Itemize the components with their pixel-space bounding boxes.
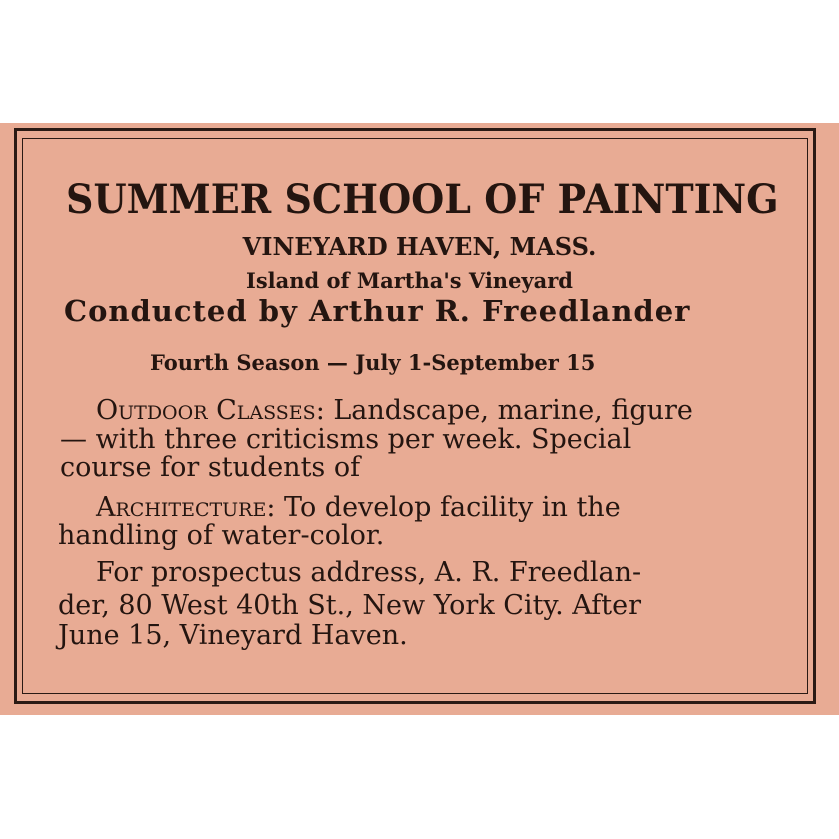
island: Island of Martha's Vineyard xyxy=(246,268,573,293)
line-3: course for students of xyxy=(60,452,361,483)
line-4: Architecture: To develop facility in the xyxy=(96,492,621,523)
line-7: der, 80 West 40th St., New York City. After xyxy=(58,590,642,621)
location: VINEYARD HAVEN, MASS. xyxy=(242,232,597,261)
line-1: Outdoor Classes: Landscape, marine, figure xyxy=(96,395,693,426)
conducted-by: Conducted by Arthur R. Freedlander xyxy=(64,294,691,328)
line-2: — with three criticisms per week. Special xyxy=(60,424,632,455)
line-6: For prospectus address, A. R. Freedlan- xyxy=(96,557,642,588)
line-5: handling of water-color. xyxy=(58,520,385,551)
line-8: June 15, Vineyard Haven. xyxy=(58,620,408,651)
ad-title: SUMMER SCHOOL OF PAINTING xyxy=(66,176,779,223)
season: Fourth Season — July 1-September 15 xyxy=(150,350,596,375)
